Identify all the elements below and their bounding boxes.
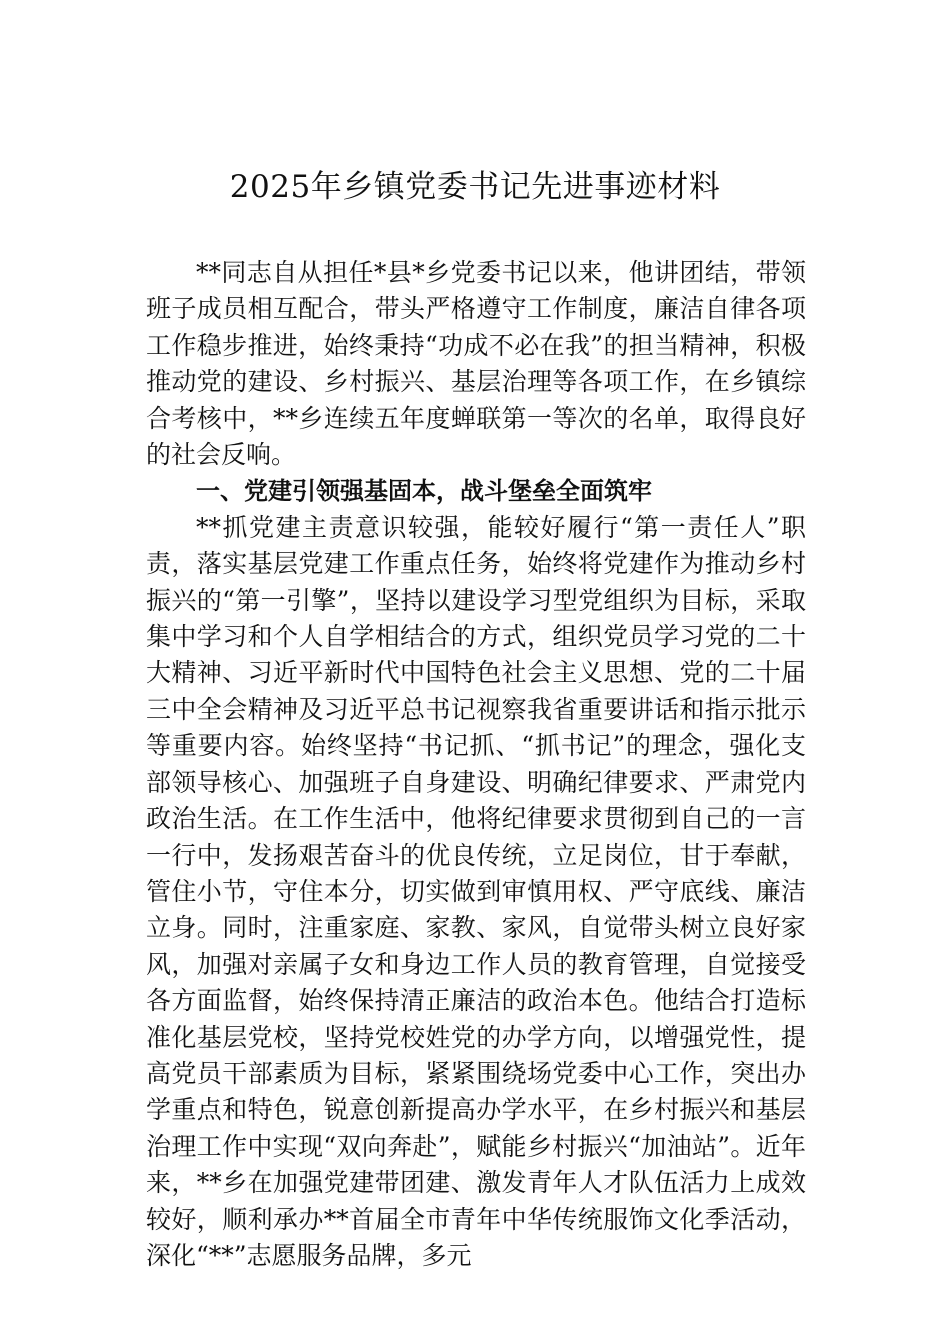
document-title: 2025年乡镇党委书记先进事迹材料 bbox=[229, 169, 721, 205]
paragraph-party-building: **抓党建主责意识较强，能较好履行“第一责任人”职责，落实基层党建工作重点任务，始终将党建作为推动乡村振兴的“第一引擎”，坚持以建设学习型党组织为目标，采取集中学习和个人自学相结合的方式，组织党员学习党的二十大精神、习近平新时代中国特色社会主义思想、党的二十届三中全会精神及习近平总书记视察我省重要讲话和指示批示等重要内容。始终坚持“书记抓、“抓书记”的理念，强化支部领导核心、加强班子自身建设、明确纪律要求、严肃党内政治生活。在工作生活中，他将纪律要求贯彻到自己的一言一行中，发扬艰苦奋斗的优良传统，立足岗位，甘于奉献，管住小节，守住本分，切实做到审慎用权、严守底线、廉洁立身。同时，注重家庭、家教、家风，自觉带头树立良好家风，加强对亲属子女和身边工作人员的教育管理，自觉接受各方面监督，始终保持清正廉洁的政治本色。他结合打造标准化基层党校，坚持党校姓党的办学方向，以增强党性，提高党员干部素质为目标，紧紧围绕场党委中心工作，突出办学重点和特色，锐意创新提高办学水平，在乡村振兴和基层治理工作中实现“双向奔赴”，赋能乡村振兴“加油站”。近年来，**乡在加强党建带团建、激发青年人才队伍活力上成效较好，顺利承办**首届全市青年中华传统服饰文化季活动，深化“**”志愿服务品牌，多元 bbox=[146, 512, 806, 1270]
paragraph-intro: **同志自从担任*县*乡党委书记以来，他讲团结，带领班子成员相互配合，带头严格遵守工作制度，廉洁自律各项工作稳步推进，始终秉持“功成不必在我”的担当精神，积极推动党的建设、乡村振兴、基层治理等各项工作，在乡镇综合考核中，**乡连续五年度蝉联第一等次的名单，取得良好的社会反响。 bbox=[146, 258, 806, 470]
section-heading-1: 一、党建引领强基固本，战斗堡垒全面筑牢 bbox=[196, 477, 652, 506]
document-body bbox=[146, 255, 806, 1274]
